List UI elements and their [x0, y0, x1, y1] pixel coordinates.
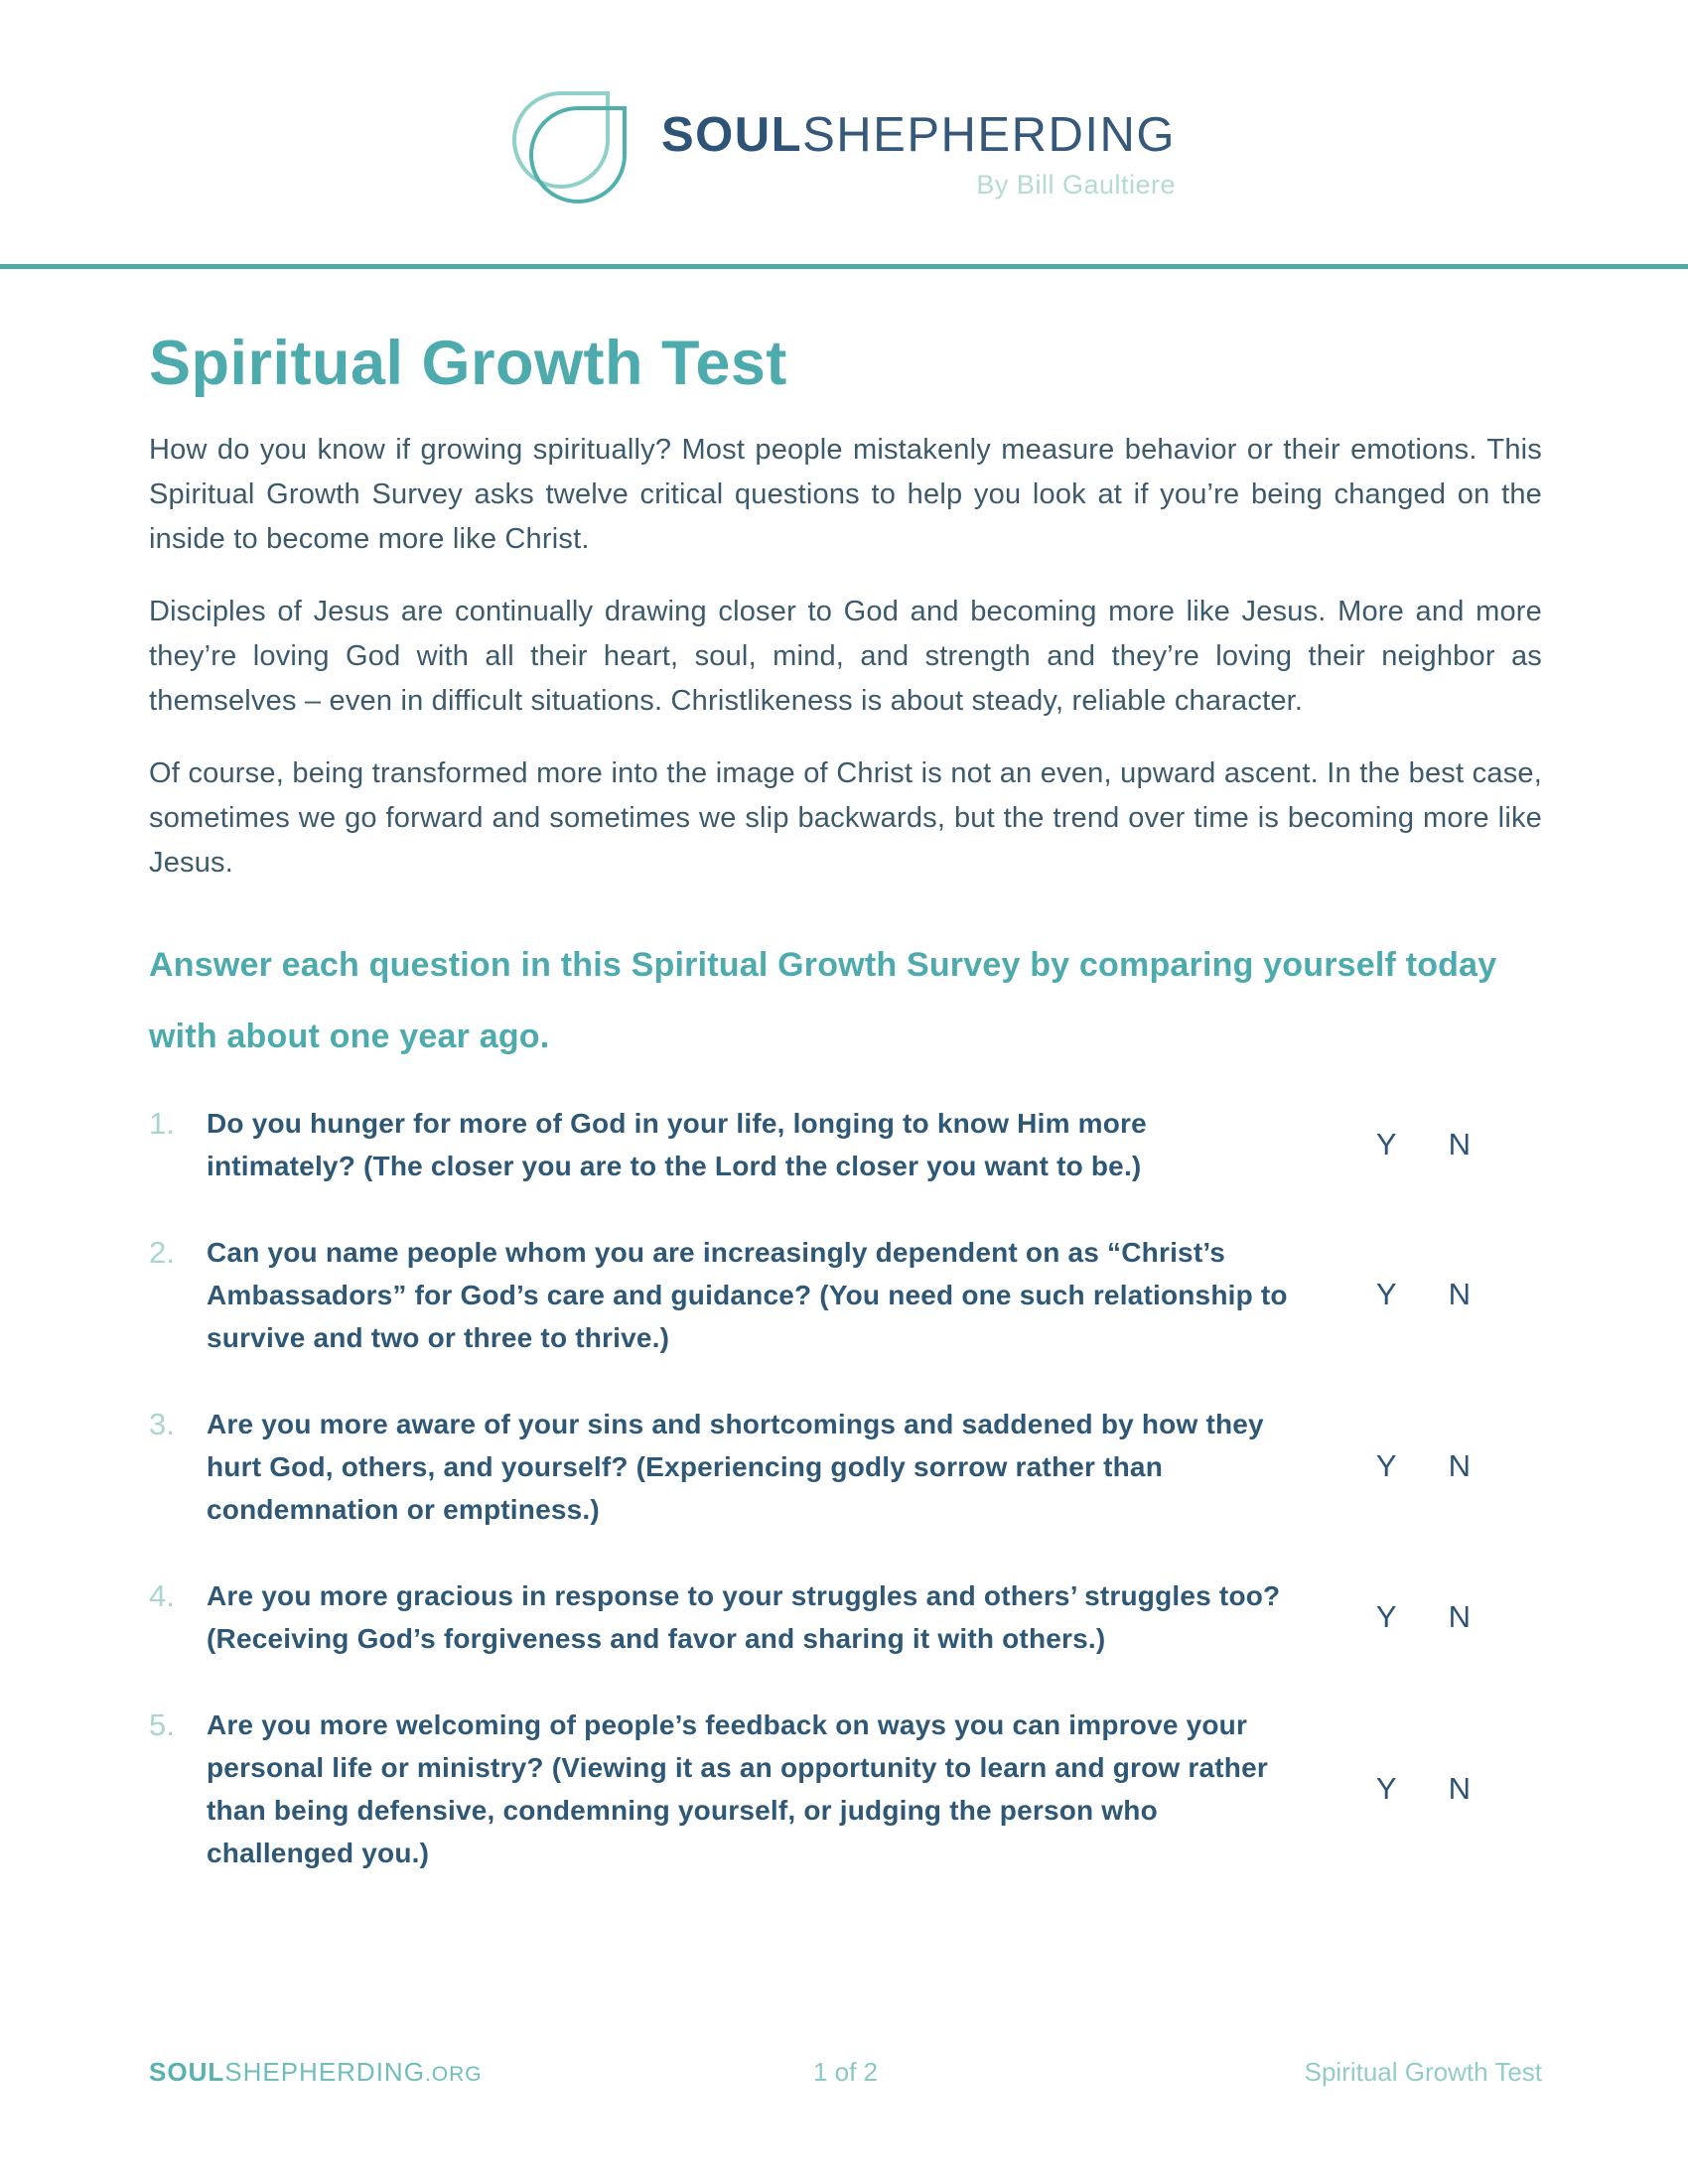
question-text: Are you more welcoming of people’s feedback on ways you can improve your personal life or ministry? (Viewing it as an opportunity to learn and grow rather than being defensive, condemning yourself, or judging the person who challenged you.) — [207, 1708, 1268, 1868]
footer-site-shepherding: SHEPHERDING — [224, 2057, 425, 2087]
answer-options — [1289, 1704, 1542, 1874]
intro-paragraph-1: How do you know if growing spiritually? Most people mistakenly measure behavior or their emotions. This Spiritual Growth Survey asks twelve critical questions to help you look at if you’re being changed on the inside to become more like Christ. — [149, 433, 1542, 555]
answer-options — [1289, 1231, 1542, 1359]
logo-drop-front-icon — [529, 106, 627, 204]
footer-doc-title: Spiritual Growth Test — [1304, 2057, 1543, 2087]
question-row-5 — [149, 1704, 1542, 1874]
footer-site-soul: SOUL — [149, 2057, 225, 2087]
answer-yes-label[interactable]: Y — [1375, 1770, 1397, 1806]
answer-no-label[interactable]: N — [1448, 1448, 1471, 1484]
footer-site-name — [149, 2057, 614, 2088]
intro-paragraph-2: Disciples of Jesus are continually drawing closer to God and becoming more like Jesus. More and more they’re loving God with all their heart, soul, mind, and strength and they’re loving their neighbor as themselves – even in difficult situations. Christlikeness is about steady, reliable character. — [149, 595, 1542, 717]
footer-page-indicator: 1 of 2 — [812, 2057, 879, 2087]
question-number: 2. — [149, 1234, 175, 1270]
intro-paragraph-3: Of course, being transformed more into the image of Christ is not an even, upward ascent. In the best case, sometimes we go forward and sometimes we slip backwards, but the trend over time is becoming more like Jesus. — [149, 756, 1542, 879]
question-row-1 — [149, 1102, 1542, 1187]
answer-yes-label[interactable]: Y — [1375, 1126, 1397, 1161]
question-row-4 — [149, 1574, 1542, 1660]
brand-wordmark — [660, 108, 1176, 162]
question-text: Are you more gracious in response to your struggles and others’ struggles too? (Receiving God’s forgiveness and favor and sharing it with others.) — [207, 1579, 1281, 1654]
question-number: 3. — [149, 1406, 175, 1441]
question-list — [149, 1102, 1542, 1874]
page-title: Spiritual Growth Test — [149, 329, 787, 398]
question-row-2 — [149, 1231, 1542, 1359]
brand-text — [661, 91, 1176, 201]
footer-site-tld: .ORG — [424, 2063, 483, 2086]
answer-options — [1289, 1102, 1542, 1187]
question-row-3 — [149, 1403, 1542, 1531]
brand-row — [512, 91, 1176, 218]
intro-section — [149, 428, 1542, 886]
answer-yes-label[interactable]: Y — [1375, 1448, 1397, 1484]
footer — [0, 2057, 1688, 2088]
answer-options — [1289, 1403, 1542, 1531]
main-content — [0, 327, 1688, 1874]
soul-shepherding-logo-icon — [512, 91, 635, 218]
question-text: Do you hunger for more of God in your life, longing to know Him more intimately? (The closer you are to the Lord the closer you want to be.) — [207, 1107, 1147, 1181]
answer-options — [1289, 1574, 1542, 1660]
question-number: 1. — [149, 1105, 175, 1141]
brand-wordmark-shepherding: SHEPHERDING — [802, 108, 1176, 162]
header — [0, 0, 1688, 218]
question-text: Are you more aware of your sins and shortcomings and saddened by how they hurt God, others, and yourself? (Experiencing godly sorrow rather than condemnation or emptiness.) — [207, 1408, 1264, 1525]
answer-no-label[interactable]: N — [1448, 1770, 1471, 1806]
question-number: 4. — [149, 1577, 175, 1613]
brand-byline: By Bill Gaultiere — [976, 170, 1176, 200]
header-divider — [0, 264, 1688, 269]
answer-no-label[interactable]: N — [1448, 1277, 1471, 1312]
brand-wordmark-soul: SOUL — [660, 108, 803, 162]
answer-no-label[interactable]: N — [1448, 1598, 1471, 1634]
question-text: Can you name people whom you are increasingly dependent on as “Christ’s Ambassadors” for God’s care and guidance? (You need one such relationship to survive and two or three to thrive.) — [207, 1236, 1288, 1353]
answer-yes-label[interactable]: Y — [1375, 1277, 1397, 1312]
survey-instruction: Answer each question in this Spiritual Growth Survey by comparing yourself today with about one year ago. — [149, 945, 1497, 1055]
answer-no-label[interactable]: N — [1448, 1126, 1471, 1161]
question-number: 5. — [149, 1706, 175, 1742]
answer-yes-label[interactable]: Y — [1375, 1598, 1397, 1634]
